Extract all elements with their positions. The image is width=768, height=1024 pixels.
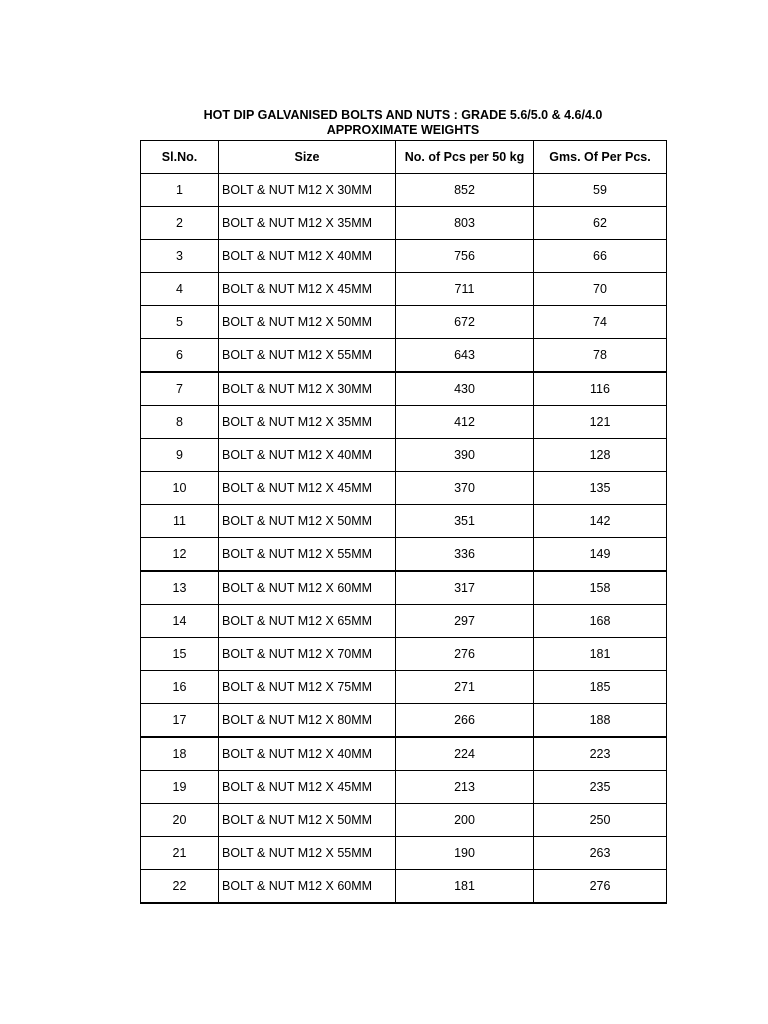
cell-pcs-per-50kg: 271 (396, 671, 534, 704)
table-row (141, 472, 667, 505)
cell-size: BOLT & NUT M12 X 50MM (219, 505, 396, 538)
cell-pcs-per-50kg: 803 (396, 207, 534, 240)
cell-pcs-per-50kg: 336 (396, 538, 534, 572)
cell-gms-per-pcs: 70 (534, 273, 667, 306)
cell-pcs-per-50kg: 351 (396, 505, 534, 538)
header-size: Size (219, 141, 396, 174)
cell-sl-no: 21 (141, 837, 219, 870)
table-row (141, 771, 667, 804)
cell-pcs-per-50kg: 430 (396, 372, 534, 406)
cell-size: BOLT & NUT M12 X 35MM (219, 207, 396, 240)
cell-size: BOLT & NUT M12 X 45MM (219, 273, 396, 306)
cell-pcs-per-50kg: 297 (396, 605, 534, 638)
header-sl-no: Sl.No. (141, 141, 219, 174)
cell-gms-per-pcs: 188 (534, 704, 667, 738)
cell-gms-per-pcs: 128 (534, 439, 667, 472)
cell-sl-no: 19 (141, 771, 219, 804)
cell-pcs-per-50kg: 412 (396, 406, 534, 439)
cell-sl-no: 4 (141, 273, 219, 306)
cell-sl-no: 22 (141, 870, 219, 904)
cell-pcs-per-50kg: 200 (396, 804, 534, 837)
cell-size: BOLT & NUT M12 X 35MM (219, 406, 396, 439)
table-row (141, 804, 667, 837)
cell-pcs-per-50kg: 852 (396, 174, 534, 207)
title-line-2: APPROXIMATE WEIGHTS (326, 123, 480, 137)
cell-sl-no: 16 (141, 671, 219, 704)
cell-size: BOLT & NUT M12 X 55MM (219, 538, 396, 572)
table-row (141, 571, 667, 605)
cell-size: BOLT & NUT M12 X 70MM (219, 638, 396, 671)
cell-gms-per-pcs: 66 (534, 240, 667, 273)
table-row (141, 538, 667, 572)
cell-gms-per-pcs: 250 (534, 804, 667, 837)
cell-size: BOLT & NUT M12 X 30MM (219, 372, 396, 406)
table-row (141, 339, 667, 373)
cell-gms-per-pcs: 149 (534, 538, 667, 572)
table-row (141, 638, 667, 671)
cell-sl-no: 14 (141, 605, 219, 638)
cell-gms-per-pcs: 276 (534, 870, 667, 904)
cell-gms-per-pcs: 121 (534, 406, 667, 439)
table-row (141, 837, 667, 870)
cell-sl-no: 13 (141, 571, 219, 605)
cell-sl-no: 8 (141, 406, 219, 439)
cell-pcs-per-50kg: 213 (396, 771, 534, 804)
cell-gms-per-pcs: 185 (534, 671, 667, 704)
table-row (141, 273, 667, 306)
cell-size: BOLT & NUT M12 X 60MM (219, 571, 396, 605)
table-row (141, 505, 667, 538)
cell-pcs-per-50kg: 711 (396, 273, 534, 306)
table-row (141, 306, 667, 339)
cell-gms-per-pcs: 158 (534, 571, 667, 605)
table-row (141, 406, 667, 439)
cell-size: BOLT & NUT M12 X 30MM (219, 174, 396, 207)
cell-size: BOLT & NUT M12 X 55MM (219, 339, 396, 373)
table-row (141, 737, 667, 771)
cell-sl-no: 3 (141, 240, 219, 273)
cell-pcs-per-50kg: 317 (396, 571, 534, 605)
cell-sl-no: 7 (141, 372, 219, 406)
cell-size: BOLT & NUT M12 X 45MM (219, 472, 396, 505)
document-title (140, 108, 666, 138)
cell-sl-no: 11 (141, 505, 219, 538)
cell-gms-per-pcs: 142 (534, 505, 667, 538)
cell-size: BOLT & NUT M12 X 75MM (219, 671, 396, 704)
table-row (141, 240, 667, 273)
header-gms-per-pcs: Gms. Of Per Pcs. (534, 141, 667, 174)
table-body (141, 174, 667, 904)
table-row (141, 372, 667, 406)
cell-sl-no: 1 (141, 174, 219, 207)
cell-size: BOLT & NUT M12 X 40MM (219, 439, 396, 472)
cell-gms-per-pcs: 168 (534, 605, 667, 638)
table-row (141, 207, 667, 240)
cell-pcs-per-50kg: 190 (396, 837, 534, 870)
cell-gms-per-pcs: 135 (534, 472, 667, 505)
cell-gms-per-pcs: 263 (534, 837, 667, 870)
header-row (141, 141, 667, 174)
cell-sl-no: 10 (141, 472, 219, 505)
cell-sl-no: 18 (141, 737, 219, 771)
cell-pcs-per-50kg: 266 (396, 704, 534, 738)
cell-sl-no: 2 (141, 207, 219, 240)
cell-gms-per-pcs: 62 (534, 207, 667, 240)
table-row (141, 605, 667, 638)
cell-pcs-per-50kg: 276 (396, 638, 534, 671)
cell-sl-no: 6 (141, 339, 219, 373)
cell-pcs-per-50kg: 370 (396, 472, 534, 505)
cell-gms-per-pcs: 235 (534, 771, 667, 804)
cell-gms-per-pcs: 116 (534, 372, 667, 406)
cell-size: BOLT & NUT M12 X 40MM (219, 737, 396, 771)
header-pcs-per-50kg: No. of Pcs per 50 kg (396, 141, 534, 174)
table-row (141, 870, 667, 904)
cell-sl-no: 9 (141, 439, 219, 472)
table-row (141, 439, 667, 472)
cell-sl-no: 12 (141, 538, 219, 572)
cell-pcs-per-50kg: 672 (396, 306, 534, 339)
cell-size: BOLT & NUT M12 X 50MM (219, 306, 396, 339)
cell-pcs-per-50kg: 181 (396, 870, 534, 904)
cell-sl-no: 17 (141, 704, 219, 738)
cell-pcs-per-50kg: 643 (396, 339, 534, 373)
cell-size: BOLT & NUT M12 X 65MM (219, 605, 396, 638)
weights-table (140, 140, 667, 904)
cell-sl-no: 20 (141, 804, 219, 837)
cell-pcs-per-50kg: 224 (396, 737, 534, 771)
cell-pcs-per-50kg: 756 (396, 240, 534, 273)
cell-size: BOLT & NUT M12 X 55MM (219, 837, 396, 870)
cell-gms-per-pcs: 181 (534, 638, 667, 671)
cell-size: BOLT & NUT M12 X 45MM (219, 771, 396, 804)
cell-gms-per-pcs: 223 (534, 737, 667, 771)
cell-size: BOLT & NUT M12 X 40MM (219, 240, 396, 273)
cell-gms-per-pcs: 78 (534, 339, 667, 373)
cell-size: BOLT & NUT M12 X 50MM (219, 804, 396, 837)
table-row (141, 671, 667, 704)
table-header (141, 141, 667, 174)
cell-sl-no: 5 (141, 306, 219, 339)
table-row (141, 704, 667, 738)
cell-gms-per-pcs: 74 (534, 306, 667, 339)
cell-size: BOLT & NUT M12 X 80MM (219, 704, 396, 738)
cell-sl-no: 15 (141, 638, 219, 671)
table-row (141, 174, 667, 207)
cell-gms-per-pcs: 59 (534, 174, 667, 207)
cell-size: BOLT & NUT M12 X 60MM (219, 870, 396, 904)
cell-pcs-per-50kg: 390 (396, 439, 534, 472)
title-line-1: HOT DIP GALVANISED BOLTS AND NUTS : GRADE 5.6/5.0 & 4.6/4.0 (203, 108, 603, 122)
